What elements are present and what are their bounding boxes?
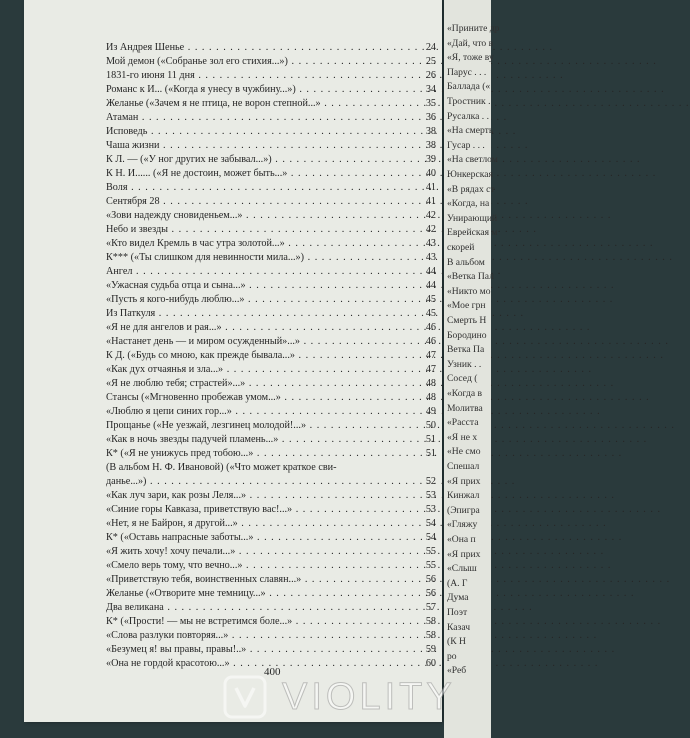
- toc-entry-page: 56: [425, 588, 436, 599]
- toc-entry-title: «Зови надежду сновиденьем...» . . .: [106, 208, 412, 223]
- toc-entry-title: Два великана . . .: [106, 600, 412, 615]
- toc-entry-title: Романс к И... («Когда я унесу в чужбину...») . . .: [106, 82, 412, 97]
- toc-entry-page: 59: [425, 644, 436, 655]
- toc-entry-title: Из Паткуля . . .: [106, 306, 412, 321]
- right-page-line: Унирающий: [447, 212, 498, 224]
- right-page-line: Баллада («: [447, 81, 491, 93]
- right-page-line: В альбом: [447, 256, 485, 268]
- violity-logo-icon: [222, 674, 268, 720]
- toc-entry-page: 39: [425, 154, 436, 165]
- toc-entry-title: Из Андрея Шенье . . .: [106, 40, 412, 55]
- right-page-line: «Реб: [447, 665, 467, 677]
- toc-entry-page: 47: [425, 364, 436, 375]
- right-page-line: Юнкерская: [447, 169, 493, 180]
- toc-entry-page: 24: [425, 42, 436, 53]
- right-page-line: (К Н: [447, 636, 466, 648]
- book-page-left: [24, 0, 442, 722]
- right-page-line: «В рядах ст: [447, 183, 495, 195]
- right-page-line: «На смерть: [447, 125, 494, 137]
- toc-entry-title: Прощанье («Не уезжай, лезгинец молодой!...» . . .: [106, 418, 412, 433]
- toc-entry-title: Атаман . . .: [106, 110, 412, 125]
- toc-entry-title: «Настанет день — и миром осужденный»...» . . .: [106, 334, 412, 349]
- right-page-line: «Когда, на: [447, 198, 490, 210]
- right-page-line: Еврейская м: [447, 227, 498, 239]
- toc-entry-page: 47: [425, 350, 436, 361]
- toc-entry-title: К* («Оставь напрасные заботы...» . . .: [106, 530, 412, 545]
- toc-entry-title: К*** («Ты слишком для невинности мила...») . . .: [106, 250, 412, 265]
- toc-entry-page: 38: [425, 126, 436, 137]
- right-page-line: Поэт: [447, 607, 468, 618]
- toc-entry-page: 34: [425, 84, 436, 95]
- toc-entry-page: 46: [425, 336, 436, 347]
- toc-entry-page: 58: [425, 616, 436, 627]
- right-page-line: Бородино: [447, 329, 487, 341]
- toc-entry-title: Ангел . . .: [106, 264, 412, 279]
- toc-entry-title: «Смело верь тому, что вечно...» . . .: [106, 558, 412, 573]
- toc-entry-title: К Л. — («У ног других не забывал...») . . .: [106, 152, 412, 167]
- toc-entry-page: 35: [425, 98, 436, 109]
- toc-entry-page: 45: [425, 294, 436, 305]
- right-page-line: ро: [447, 650, 457, 662]
- toc-entry-page: 50: [425, 420, 436, 431]
- right-page-line: «На светлом: [447, 154, 498, 166]
- toc-entry-title: «Я не для ангелов и рая...» . . .: [106, 320, 412, 335]
- toc-entry-page: 52: [425, 476, 436, 487]
- toc-entry-title: Чаша жизни . . .: [106, 138, 412, 153]
- right-page-line: «Я, тоже ву: [447, 52, 494, 64]
- toc-entry-page: 55: [425, 546, 436, 557]
- right-page-line: «Слыш: [447, 563, 477, 575]
- toc-entry-page: 53: [425, 490, 436, 501]
- toc-entry-page: 43: [425, 238, 436, 249]
- toc-entry-title: «Нет, я не Байрон, я другой...» . . .: [106, 516, 412, 531]
- toc-entry-title: «Люблю я цепи синих гор...» . . .: [106, 404, 412, 419]
- toc-entry-title: Мой демон («Собранье зол его стихия...») . . .: [106, 54, 412, 69]
- toc-entry-page: 43: [425, 252, 436, 263]
- right-page-line: «Я прих: [447, 548, 481, 560]
- right-page-line: Смерть Н: [447, 315, 487, 326]
- toc-entry-title: «Безумец я! вы правы, правы!..» . . .: [106, 642, 412, 657]
- toc-entry-title: «Как луч зари, как розы Леля...» . . .: [106, 488, 412, 503]
- toc-entry-page: 26: [425, 70, 436, 81]
- right-page-line: Сосед (: [447, 373, 478, 385]
- right-page-line: Ветка Па: [447, 344, 485, 356]
- toc-entry-page: 53: [425, 504, 436, 515]
- toc-entry-title: Желанье («Зачем я не птица, не ворон степной...» . . .: [106, 96, 412, 111]
- violity-watermark: [222, 672, 482, 722]
- toc-entry-title: Воля . . .: [106, 180, 412, 195]
- toc-entry-page: 42: [425, 224, 436, 235]
- toc-entry-page: 40: [425, 168, 436, 179]
- toc-entry-page: 46: [425, 322, 436, 333]
- toc-entry-page: 55: [425, 560, 436, 571]
- book-page-right: [444, 0, 500, 738]
- toc-entry-page: 49: [425, 406, 436, 417]
- toc-entry-title: «Я не люблю тебя; страстей»...» . . .: [106, 376, 412, 391]
- toc-entry-title: Стансы («Мгновенно пробежав умом...» . . .: [106, 390, 412, 405]
- toc-entry-page: 58: [425, 630, 436, 641]
- toc-entry-page: 56: [425, 574, 436, 585]
- toc-entry-title: Небо и звезды . . .: [106, 222, 412, 237]
- right-page-line: Спешал: [447, 461, 480, 472]
- right-page-line: «Расста: [447, 417, 479, 429]
- toc-entry-title: «Она не гордой красотою...» . . .: [106, 656, 412, 671]
- toc-entry-page: 48: [425, 392, 436, 403]
- toc-entry-page: 44: [425, 280, 436, 291]
- toc-entry-title: «Кто видел Кремль в час утра золотой...» . . .: [106, 236, 412, 251]
- right-page-line: «Когда в: [447, 388, 483, 399]
- right-page-line: Парус . . .: [447, 66, 487, 78]
- page-number: 400: [264, 666, 281, 678]
- toc-entry-page: 45: [425, 308, 436, 319]
- right-page-line: «Гляжу: [447, 519, 478, 531]
- toc-entry-page: 54: [425, 518, 436, 529]
- toc-entry-page: 36: [425, 112, 436, 123]
- toc-entry-title: «Слова разлуки повторяя...» . . .: [106, 628, 412, 643]
- toc-entry-page: 41: [425, 196, 436, 207]
- toc-entry-title: «Приветствую тебя, воинственных славян...» . . .: [106, 572, 412, 587]
- right-page-line: Гусар . . .: [447, 139, 485, 151]
- toc-entry-page: 54: [425, 532, 436, 543]
- toc-entry-title: Исповедь . . .: [106, 124, 412, 139]
- toc-entry-page: 51: [425, 434, 436, 445]
- right-page-line: Узник . .: [447, 358, 482, 370]
- right-page-line: «Дай, что в: [447, 37, 494, 49]
- right-page-line: Молитва: [447, 402, 483, 414]
- toc-entry-title: К* («Прости! — мы не встретимся боле...» . . .: [106, 614, 412, 629]
- right-page-line: (А. Г: [447, 577, 468, 589]
- toc-entry-title: «Как дух отчаянья и зла...» . . .: [106, 362, 412, 377]
- watermark-text: VIOLITY: [282, 676, 456, 718]
- toc-entry-title: данье...») . . .: [106, 474, 412, 489]
- right-page-line: скорей: [447, 242, 475, 253]
- toc-entry-page: 38: [425, 140, 436, 151]
- right-page-line: Казач: [447, 621, 471, 633]
- right-page-line: «Прините др: [447, 23, 500, 34]
- toc-entry-page: 44: [425, 266, 436, 277]
- toc-entry-page: 60: [425, 658, 436, 669]
- right-page-line: «Не смо: [447, 446, 481, 458]
- right-page-line: «Ветка Пал: [447, 271, 494, 283]
- toc-entry-title: (В альбом Н. Ф. Ивановой) («Что может краткое сви-: [106, 462, 337, 473]
- right-page-line: Дума: [447, 592, 469, 604]
- toc-entry-page: 48: [425, 378, 436, 389]
- toc-entry-title: «Как в ночь звезды падучей пламень...» . . .: [106, 432, 412, 447]
- toc-entry-title: Желанье («Отворите мне темницу...» . . .: [106, 586, 412, 601]
- toc-entry-page: 25: [425, 56, 436, 67]
- toc-entry-title: К Н. И...... («Я не достоин, может быть...» . . .: [106, 166, 412, 181]
- toc-entry-title: «Пусть я кого-нибудь люблю...» . . .: [106, 292, 412, 307]
- right-page-line: «Я прих: [447, 475, 481, 487]
- right-page-line: «Мое грн: [447, 300, 486, 312]
- toc-entry-page: 51: [425, 448, 436, 459]
- right-page-line: Русалка . .: [447, 110, 490, 122]
- toc-entry-title: К* («Я не унижусь пред тобою...» . . .: [106, 446, 412, 461]
- right-page-line: Кинжал: [447, 490, 480, 502]
- toc-entry-title: К Д. («Будь со мною, как прежде бывала...» . . .: [106, 348, 412, 363]
- toc-entry-page: 41: [425, 182, 436, 193]
- toc-entry-title: 1831-го июня 11 дня . . .: [106, 68, 412, 83]
- toc-entry-page: 57: [425, 602, 436, 613]
- toc-entry-title: «Я жить хочу! хочу печали...» . . .: [106, 544, 412, 559]
- right-page-line: Тростник .: [447, 96, 491, 107]
- toc-entry-title: Сентября 28 . . .: [106, 194, 412, 209]
- toc-entry-title: «Синие горы Кавказа, приветствую вас!...» . . .: [106, 502, 412, 517]
- toc-entry-page: 42: [425, 210, 436, 221]
- right-page-line: «Она п: [447, 534, 476, 545]
- right-page-line: «Я не х: [447, 431, 478, 443]
- right-page-line: «Никто мо: [447, 285, 491, 297]
- toc-entry-title: «Ужасная судьба отца и сына...» . . .: [106, 278, 412, 293]
- right-page-line: (Эпигра: [447, 504, 480, 516]
